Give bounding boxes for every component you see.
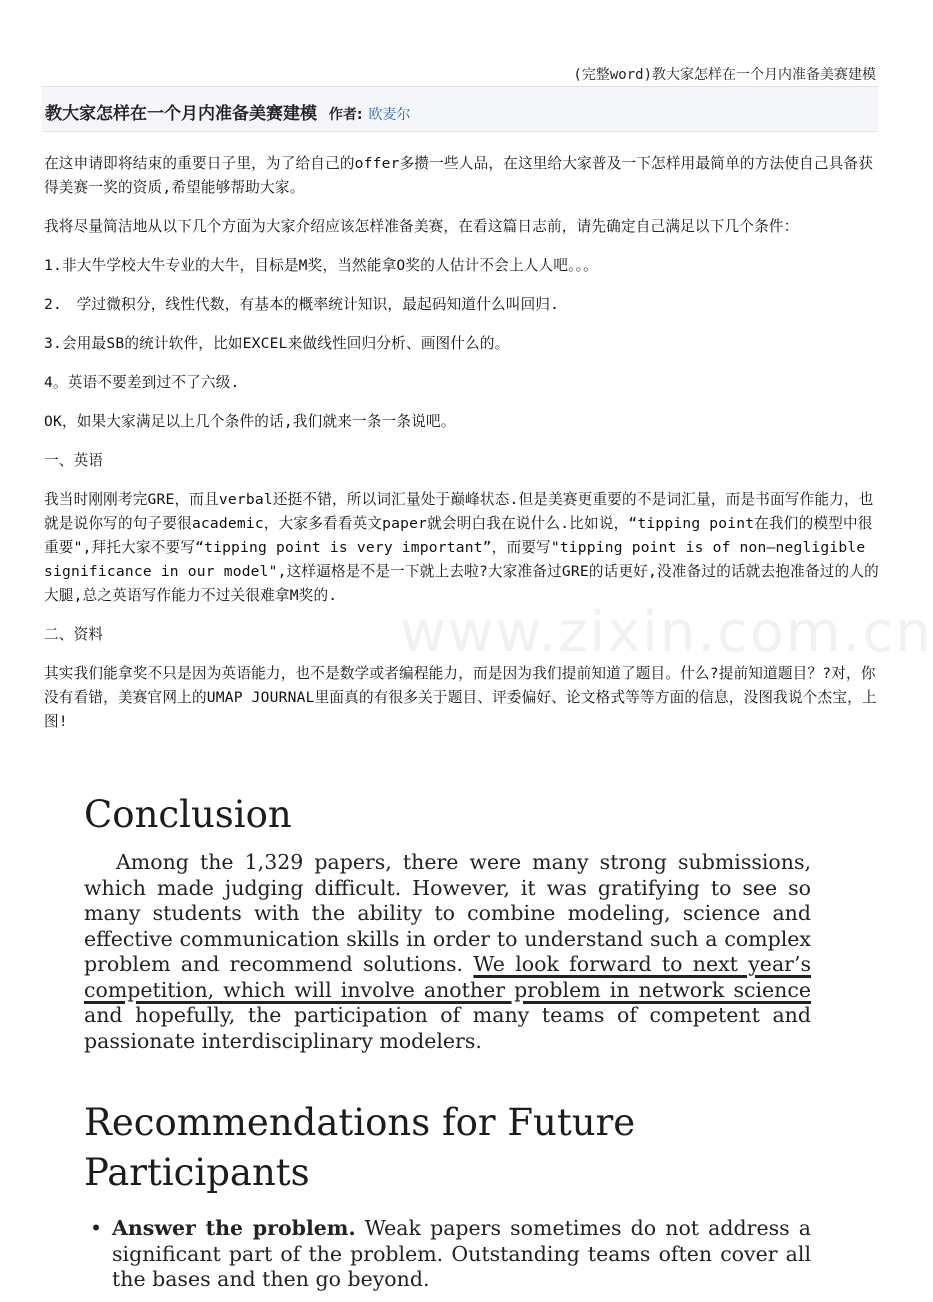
bullet-text: Weak papers sometimes do not address a significant part of the problem. Outstanding teams often cover all the bases and then go beyond. — [112, 1216, 811, 1291]
paragraph: 在这申请即将结束的重要日子里，为了给自己的offer多攒一些人品，在这里给大家普及一下怎样用最简单的方法使自己具备获得美赛一奖的资质,希望能够帮助大家。 — [44, 155, 874, 196]
underlined-highlight: We look forward to next year’s competition, which will involve another problem in network science — [84, 952, 811, 1002]
conclusion-text: Among the 1,329 papers, there were many strong submissions, which made judging difficult. However, it was gratifying to see so many students with the ability to combine modeling, science and effective communication skills in order to understand such a complex problem and recommend solutions. — [84, 850, 811, 976]
article-title-line — [45, 99, 410, 124]
section-heading: 一、英语 — [44, 452, 104, 469]
condition-item: 3.会用最SB的统计软件，比如EXCEL来做线性回归分析、画图什么的。 — [44, 335, 510, 352]
section-heading: 二、资料 — [44, 626, 104, 643]
conclusion-paragraph — [84, 850, 811, 1054]
paragraph: 我将尽量简洁地从以下几个方面为大家介绍应该怎样准备美赛，在看这篇日志前，请先确定自己满足以下几个条件： — [44, 218, 799, 235]
bullet-bold: Answer the problem. — [112, 1216, 356, 1240]
condition-item: 2. 学过微积分，线性代数，有基本的概率统计知识，最起码知道什么叫回归. — [44, 296, 560, 313]
recommendations-heading: Recommendations for Future Participants — [84, 1101, 636, 1194]
paragraph: 其实我们能拿奖不只是因为英语能力，也不是数学或者编程能力，而是因为我们提前知道了题目。什么?提前知道题目？?对，你没有看错，美赛官网上的UMAP JOURNAL里面真的有很多关于题目、评委偏好、论文格式等等方面的信息，没图我说个杰宝，上图! — [44, 665, 877, 730]
condition-item: 4。英语不要差到过不了六级. — [44, 374, 240, 391]
author-link[interactable]: 欧麦尔 — [368, 107, 411, 123]
recommendation-bullet — [84, 1216, 811, 1293]
conclusion-heading: Conclusion — [84, 793, 292, 836]
condition-item: 1.非大牛学校大牛专业的大牛，目标是M奖，当然能拿O奖的人估计不会上人人吧。。。 — [44, 257, 598, 274]
conclusion-text-end: and hopefully, the participation of many teams of competent and passionate interdisciplinary modelers. — [84, 1003, 811, 1053]
paragraph: 我当时刚刚考完GRE，而且verbal还挺不错，所以词汇量处于巅峰状态.但是美赛更重要的不是词汇量，而是书面写作能力，也就是说你写的句子要很academic，大家多看看英文paper就会明白我在说什么.比如说，“tipping point在我们的模型中很重要",拜托大家不要写“tipping point is very important”，而要写"tipping point is of non—negligible significance in our model",这样逼格是不是一下就上去啦?大家准备过GRE的话更好,没准备过的话就去抱准备过的人的大腿,总之英语写作能力不过关很难拿M奖的. — [44, 491, 879, 604]
document-header: (完整word)教大家怎样在一个月内准备美赛建模 — [573, 67, 876, 83]
author-label: 作者: — [328, 107, 363, 123]
bullet-icon: • — [90, 1216, 103, 1240]
article-title-bar — [42, 86, 878, 132]
article-title: 教大家怎样在一个月内准备美赛建模 — [45, 104, 317, 124]
scanned-journal-excerpt — [84, 790, 824, 1291]
watermark: www.zixin.com.cn — [400, 600, 933, 665]
paragraph: OK，如果大家满足以上几个条件的话,我们就来一条一条说吧。 — [44, 413, 456, 430]
